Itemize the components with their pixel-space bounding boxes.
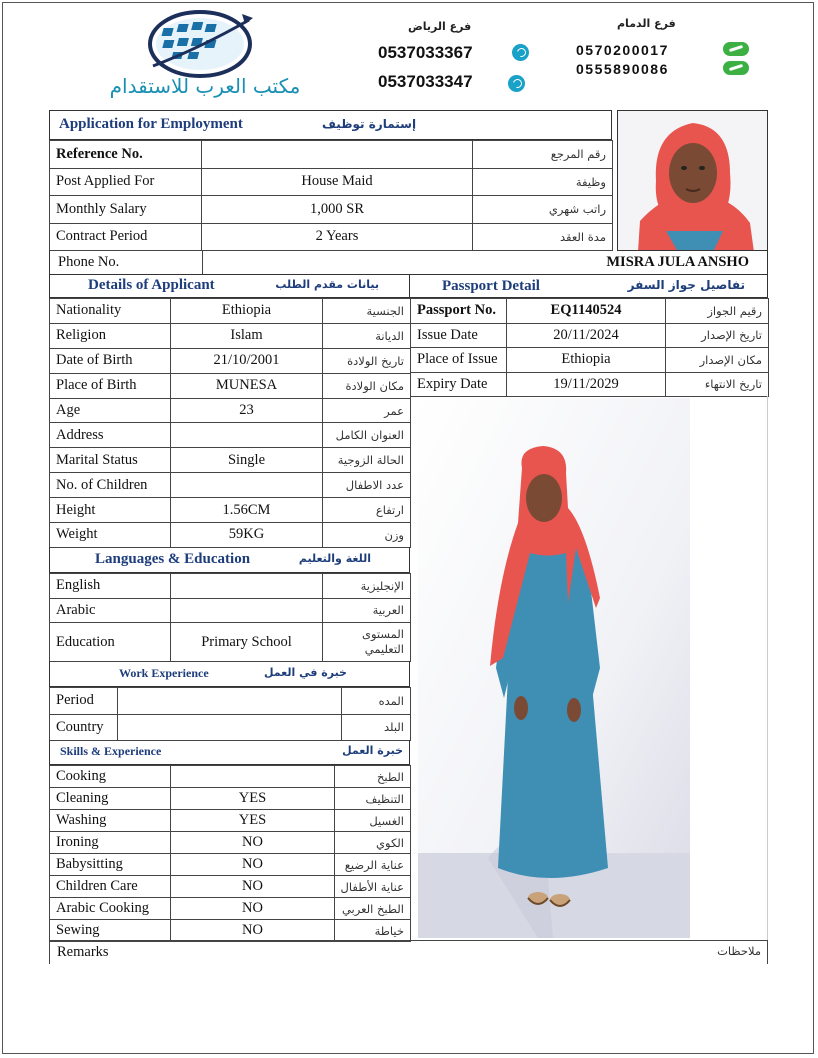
field-label: English bbox=[50, 574, 171, 599]
table-row bbox=[50, 854, 411, 876]
languages-section-title-ar: اللغة والتعليم bbox=[298, 552, 371, 565]
table-row bbox=[411, 372, 769, 397]
riyadh-phone-1: 0537033367 bbox=[378, 43, 473, 62]
field-value: YES bbox=[171, 810, 335, 832]
right-frame-line bbox=[767, 396, 768, 941]
field-value bbox=[118, 714, 342, 741]
field-value bbox=[202, 141, 473, 169]
field-label-ar: تاريخ الانتهاء bbox=[666, 372, 769, 397]
work-section-title: Work Experience bbox=[119, 666, 209, 680]
passport-section-title: Passport Detail bbox=[442, 278, 540, 294]
table-row bbox=[50, 223, 613, 251]
field-label-ar: عناية الرضيع bbox=[335, 854, 411, 876]
field-label: Education bbox=[50, 623, 171, 662]
whatsapp-icon bbox=[512, 44, 529, 61]
phone-row bbox=[49, 250, 768, 275]
table-row bbox=[50, 574, 411, 599]
field-value: NO bbox=[171, 854, 335, 876]
table-row bbox=[50, 423, 411, 448]
field-value: Primary School bbox=[171, 623, 323, 662]
passport-table bbox=[410, 298, 769, 397]
field-value: Ethiopia bbox=[507, 348, 666, 373]
languages-section-title: Languages & Education bbox=[95, 551, 251, 567]
table-row bbox=[50, 448, 411, 473]
field-label: Address bbox=[50, 423, 171, 448]
table-row bbox=[50, 323, 411, 348]
field-label: Weight bbox=[50, 523, 171, 548]
phone-icon bbox=[723, 61, 749, 75]
table-row bbox=[50, 920, 411, 942]
field-label: Expiry Date bbox=[411, 372, 507, 397]
table-row bbox=[50, 714, 411, 741]
table-row bbox=[50, 788, 411, 810]
passport-section-title-ar: تفاصيل جواز السفر bbox=[627, 278, 745, 292]
skills-table bbox=[49, 765, 411, 942]
field-label: Passport No. bbox=[411, 299, 507, 324]
logo-text: مكتب العرب للاستقدام bbox=[109, 74, 301, 98]
applicant-section-header bbox=[49, 275, 410, 298]
field-label-ar: الطبخ العربي bbox=[335, 898, 411, 920]
field-value: 21/10/2001 bbox=[171, 348, 323, 373]
field-label-ar: عناية الأطفال bbox=[335, 876, 411, 898]
field-value bbox=[171, 473, 323, 498]
remarks-label-ar: ملاحظات bbox=[717, 944, 761, 958]
field-label: Post Applied For bbox=[50, 168, 202, 196]
remarks-label: Remarks bbox=[57, 944, 109, 960]
work-section-title-ar: خبرة في العمل bbox=[263, 666, 347, 679]
passport-section-header bbox=[410, 275, 768, 298]
field-value: NO bbox=[171, 898, 335, 920]
phone-icon bbox=[723, 42, 749, 56]
field-label: Marital Status bbox=[50, 448, 171, 473]
field-label-ar: العنوان الكامل bbox=[323, 423, 411, 448]
table-row bbox=[50, 523, 411, 548]
field-label-ar: الحالة الزوجية bbox=[323, 448, 411, 473]
field-label: Monthly Salary bbox=[50, 196, 202, 224]
field-label-ar: وزن bbox=[323, 523, 411, 548]
table-row bbox=[411, 299, 769, 324]
field-label-ar: الجنسية bbox=[323, 299, 411, 324]
applicant-section-title-ar: بيانات مقدم الطلب bbox=[275, 278, 379, 291]
field-label-ar: مكان الإصدار bbox=[666, 348, 769, 373]
field-label: Age bbox=[50, 398, 171, 423]
field-label-ar: رقم المرجع bbox=[473, 141, 613, 169]
application-title: Application for Employment bbox=[59, 116, 243, 132]
table-row bbox=[50, 373, 411, 398]
skills-section-title-ar: خبرة العمل bbox=[342, 744, 403, 757]
field-label: Religion bbox=[50, 323, 171, 348]
field-label-ar: مكان الولادة bbox=[323, 373, 411, 398]
field-label-ar: المستوى التعليمي bbox=[323, 623, 411, 662]
field-value: Single bbox=[171, 448, 323, 473]
field-label-ar: الديانة bbox=[323, 323, 411, 348]
field-label-ar: الإنجليزية bbox=[323, 574, 411, 599]
field-label: Reference No. bbox=[50, 141, 202, 169]
field-label: Place of Birth bbox=[50, 373, 171, 398]
riyadh-phone-2: 0537033347 bbox=[378, 72, 473, 91]
field-value: Islam bbox=[171, 323, 323, 348]
field-value: EQ1140524 bbox=[507, 299, 666, 324]
work-experience-table bbox=[49, 687, 411, 741]
languages-table bbox=[49, 573, 411, 662]
field-label-ar: عدد الاطفال bbox=[323, 473, 411, 498]
table-row bbox=[50, 299, 411, 324]
field-value bbox=[171, 598, 323, 623]
full-body-photo bbox=[418, 398, 690, 938]
applicant-name: MISRA JULA ANSHO bbox=[606, 254, 749, 270]
field-label: Issue Date bbox=[411, 323, 507, 348]
whatsapp-icon bbox=[508, 75, 525, 92]
application-title-ar: إستمارة توظيف bbox=[322, 117, 417, 131]
field-value bbox=[171, 574, 323, 599]
field-label: Cooking bbox=[50, 766, 171, 788]
field-value: 19/11/2029 bbox=[507, 372, 666, 397]
field-label-ar: الطبخ bbox=[335, 766, 411, 788]
field-value bbox=[171, 766, 335, 788]
field-value bbox=[171, 423, 323, 448]
riyadh-branch-label: فرع الرياض bbox=[408, 20, 472, 33]
field-value: Ethiopia bbox=[171, 299, 323, 324]
field-value: MUNESA bbox=[171, 373, 323, 398]
field-label-ar: المده bbox=[342, 688, 411, 715]
field-label: Period bbox=[50, 688, 118, 715]
field-label-ar: الغسيل bbox=[335, 810, 411, 832]
field-value: 59KG bbox=[171, 523, 323, 548]
field-label: Cleaning bbox=[50, 788, 171, 810]
field-label-ar: خياطة bbox=[335, 920, 411, 942]
table-row bbox=[50, 398, 411, 423]
field-label-ar: تاريخ الإصدار bbox=[666, 323, 769, 348]
globe-logo-icon bbox=[145, 8, 255, 80]
table-row bbox=[50, 832, 411, 854]
work-section-header bbox=[49, 661, 410, 687]
field-label-ar: راتب شهري bbox=[473, 196, 613, 224]
portrait-photo bbox=[617, 110, 768, 251]
field-value bbox=[118, 688, 342, 715]
field-label: Arabic Cooking bbox=[50, 898, 171, 920]
field-label: Ironing bbox=[50, 832, 171, 854]
field-label: Arabic bbox=[50, 598, 171, 623]
skills-section-header bbox=[49, 740, 410, 765]
field-label: Country bbox=[50, 714, 118, 741]
table-row bbox=[50, 196, 613, 224]
skills-section-title: Skills & Experience bbox=[60, 744, 162, 758]
table-row bbox=[50, 498, 411, 523]
table-row bbox=[50, 623, 411, 662]
field-label: Nationality bbox=[50, 299, 171, 324]
field-value: YES bbox=[171, 788, 335, 810]
field-value: 2 Years bbox=[202, 223, 473, 251]
field-label-ar: البلد bbox=[342, 714, 411, 741]
field-label: Washing bbox=[50, 810, 171, 832]
field-label: Children Care bbox=[50, 876, 171, 898]
field-label-ar: العربية bbox=[323, 598, 411, 623]
field-label-ar: الكوي bbox=[335, 832, 411, 854]
table-row bbox=[50, 810, 411, 832]
field-value: 1,000 SR bbox=[202, 196, 473, 224]
table-row bbox=[50, 898, 411, 920]
table-row bbox=[50, 168, 613, 196]
table-row bbox=[411, 348, 769, 373]
table-row bbox=[411, 323, 769, 348]
dammam-phone-1: 0570200017 bbox=[576, 42, 669, 58]
field-label: Date of Birth bbox=[50, 348, 171, 373]
field-label-ar: وظيفة bbox=[473, 168, 613, 196]
field-label: No. of Children bbox=[50, 473, 171, 498]
phone-label: Phone No. bbox=[58, 254, 120, 270]
field-label-ar: رقيم الجواز bbox=[666, 299, 769, 324]
field-label: Sewing bbox=[50, 920, 171, 942]
dammam-phone-2: 0555890086 bbox=[576, 61, 669, 77]
field-value: NO bbox=[171, 920, 335, 942]
application-title-box bbox=[49, 110, 612, 140]
field-label: Place of Issue bbox=[411, 348, 507, 373]
field-label: Babysitting bbox=[50, 854, 171, 876]
field-value: NO bbox=[171, 832, 335, 854]
field-value: 1.56CM bbox=[171, 498, 323, 523]
applicant-section-title: Details of Applicant bbox=[88, 277, 215, 293]
table-row bbox=[50, 348, 411, 373]
field-label: Height bbox=[50, 498, 171, 523]
field-value: NO bbox=[171, 876, 335, 898]
remarks-row bbox=[49, 940, 768, 964]
dammam-branch-label: فرع الدمام bbox=[617, 17, 676, 30]
job-info-table bbox=[49, 140, 613, 251]
field-value: House Maid bbox=[202, 168, 473, 196]
field-value: 20/11/2024 bbox=[507, 323, 666, 348]
table-row bbox=[50, 598, 411, 623]
languages-section-header bbox=[49, 547, 410, 573]
table-row bbox=[50, 688, 411, 715]
field-label-ar: مدة العقد bbox=[473, 223, 613, 251]
table-row bbox=[50, 141, 613, 169]
table-row bbox=[50, 766, 411, 788]
table-row bbox=[50, 876, 411, 898]
field-label: Contract Period bbox=[50, 223, 202, 251]
table-row bbox=[50, 473, 411, 498]
field-label-ar: تاريخ الولادة bbox=[323, 348, 411, 373]
field-label-ar: عمر bbox=[323, 398, 411, 423]
field-label-ar: ارتفاع bbox=[323, 498, 411, 523]
field-label-ar: التنظيف bbox=[335, 788, 411, 810]
applicant-details-table bbox=[49, 298, 411, 548]
field-value: 23 bbox=[171, 398, 323, 423]
